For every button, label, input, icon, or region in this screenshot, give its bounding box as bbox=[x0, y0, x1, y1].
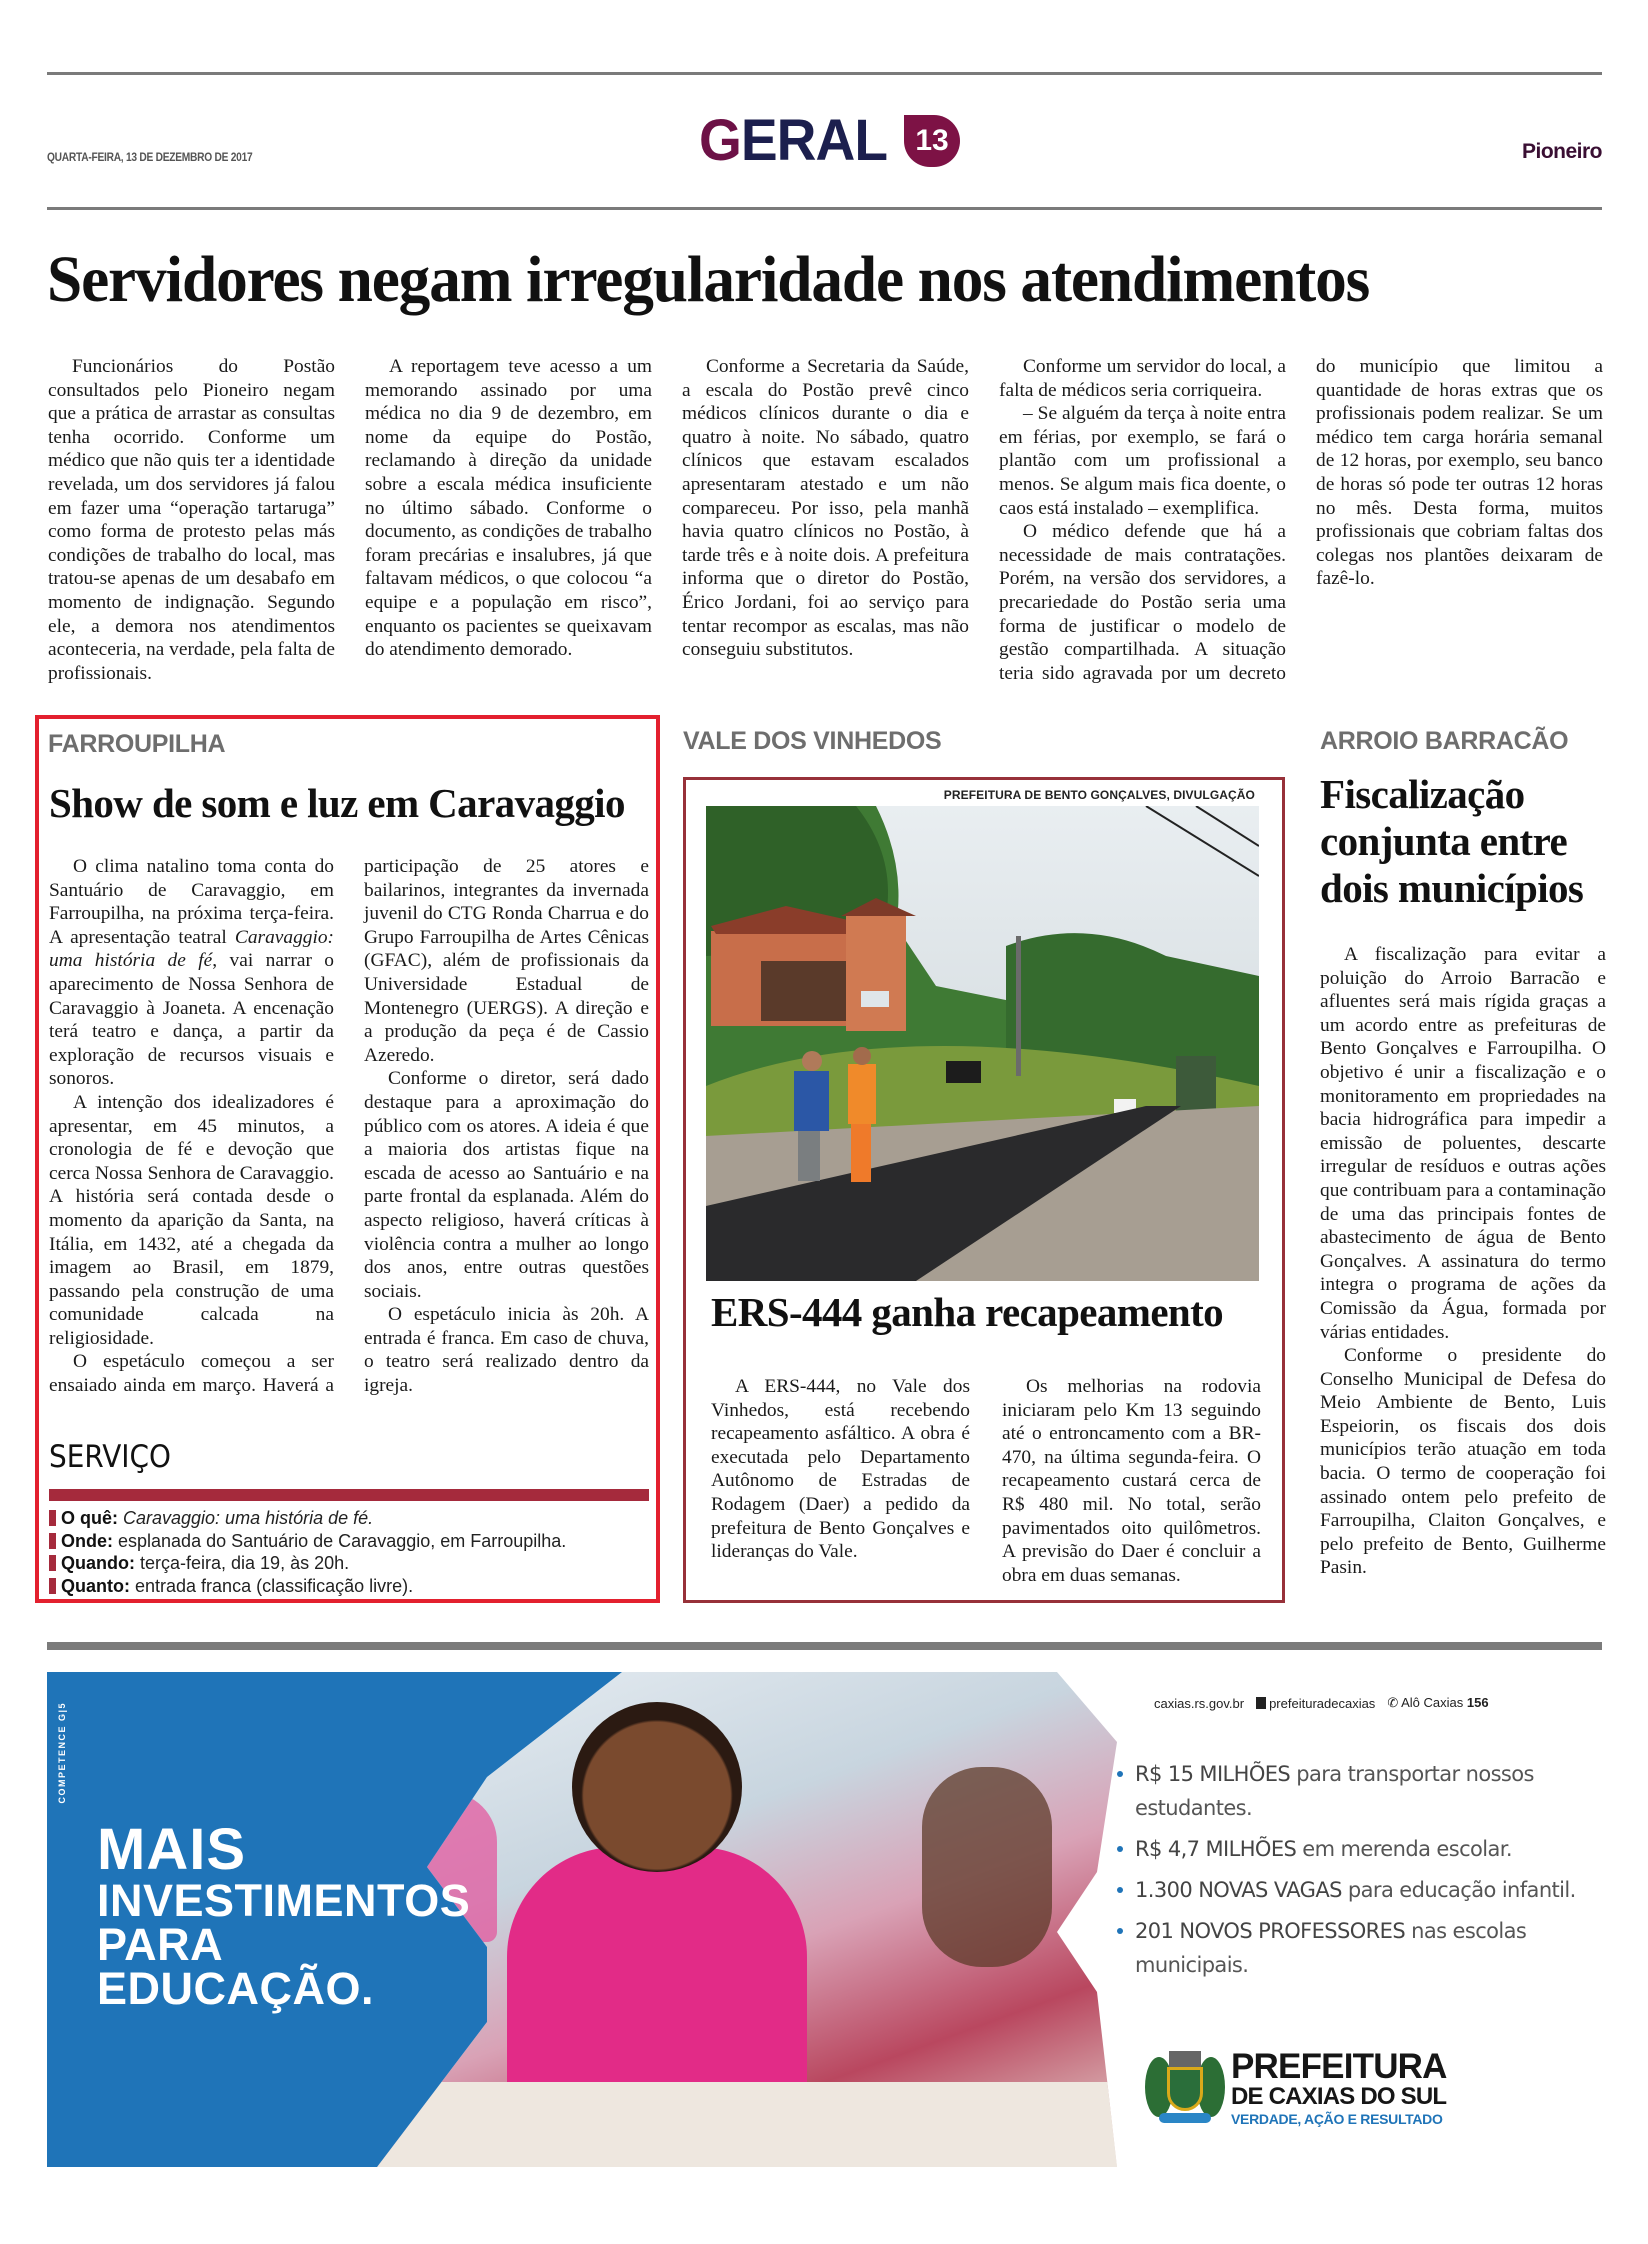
paragraph: – Se alguém da terça à noite entra em férias, por exemplo, se fará o plantão com um profissional a menos. Se algum mais fica doente, o caos está instalado – exemplifica. bbox=[999, 403, 1286, 519]
paragraph: O espetáculo inicia às 20h. A entrada é franca. Em caso de chuva, o teatro será realizado dentro da igreja. bbox=[364, 1304, 649, 1397]
photo-credit: PREFEITURA DE BENTO GONÇALVES, DIVULGAÇÃO bbox=[943, 788, 1255, 802]
phone-icon: ✆ bbox=[1387, 1695, 1399, 1710]
top-rule bbox=[47, 72, 1602, 75]
story-headline: Show de som e luz em Caravaggio bbox=[49, 780, 625, 826]
kicker: FARROUPILHA bbox=[48, 730, 226, 758]
bullet-square-icon bbox=[49, 1555, 56, 1571]
header-bottom-rule bbox=[47, 207, 1602, 210]
ad-separator-rule bbox=[47, 1642, 1602, 1650]
ad-bullet: 1.300 NOVAS VAGAS para educação infantil. bbox=[1117, 1873, 1602, 1907]
paragraph: A fiscalização para evitar a poluição do Arroio Barracão e afluentes será mais rígida graças a um acordo entre as prefeituras de Bento Gonçalves e Farroupilha. O objetivo é unir a fiscalização e o monitoramento em propriedades na bacia hidrográfica para impedir a emissão de poluentes, descarte irregular de resíduos e outras ações que contribuam para a contaminação de uma das principais fontes de abastecimento de água de Bento Gonçalves. A assinatura do termo integra o programa de ações da Comissão da Água, formada por várias entidades. bbox=[1320, 944, 1606, 1343]
desk bbox=[377, 2082, 1117, 2167]
main-story-body bbox=[48, 355, 1603, 690]
ad-bullet: 201 NOVOS PROFESSORES nas escolas municipais. bbox=[1117, 1914, 1602, 1982]
paragraph: O espetáculo começou a ser ensaiado ainda em março. Haverá a participação de 25 atores e bailarinos, integrantes da invernada juvenil do CTG Ronda Charrua e do Grupo Farroupilha de Artes Cênicas (GFAC), além de profissionais da Universidade Estadual de Montenegro (UERGS). A direção e a produção da peça é de Cassio Azeredo. bbox=[49, 856, 649, 1397]
bullet-square-icon bbox=[49, 1533, 56, 1549]
ad-title: MAIS INVESTIMENTOS PARA EDUCAÇÃO. bbox=[97, 1817, 471, 2015]
ad-bullet-list bbox=[1117, 1757, 1602, 1989]
edition-date: QUARTA-FEIRA, 13 DE DEZEMBRO DE 2017 bbox=[47, 150, 253, 164]
paragraph: O clima natalino toma conta do Santuário de Caravaggio, em Farroupilha, na próxima terça-feira. A apresentação teatral Caravaggio: uma história de fé, vai narrar o aparecimento de Nossa Senhora de Caravaggio à Joaneta. A encenação terá teatro e dança, a partir da exploração de recursos visuais e sonoros. bbox=[49, 856, 335, 1090]
bullet-square-icon bbox=[49, 1578, 56, 1594]
prefeitura-advertisement[interactable] bbox=[47, 1672, 1602, 2167]
paragraph: Conforme o diretor, será dado destaque para a aproximação do público com os atores. A ideia é que a maioria dos artistas fique na escada de acesso ao Santuário e na parte frontal da esplanada. Além do aspecto religioso, haverá críticas à violência contra a mulher ao longo dos anos, entre outras questões sociais. bbox=[364, 1068, 649, 1302]
ad-bullet: R$ 15 MILHÕES para transportar nossos estudantes. bbox=[1117, 1757, 1602, 1825]
road-photo-illustration bbox=[706, 806, 1259, 1281]
phone-contact[interactable]: ✆ Alô Caxias 156 bbox=[1387, 1695, 1489, 1710]
servico-title: SERVIÇO bbox=[49, 1439, 171, 1475]
social-handle[interactable]: prefeituradecaxias bbox=[1256, 1696, 1375, 1711]
agency-credit: COMPETENCE G|5 bbox=[57, 1702, 67, 1804]
servico-item: Quando: terça-feira, dia 19, às 20h. bbox=[49, 1552, 654, 1575]
paragraph: A intenção dos idealizadores é apresentar, em 45 minutos, a cronologia de fé e devoção que cerca Nossa Senhora de Caravaggio. A história será contada desde o momento da aparição da Santa, na Itália, em 1432, até a chegada da imagem ao Brasil, em 1879, passando pela construção de uma comunidade calcada na religiosidade. bbox=[49, 1091, 334, 1349]
story-body bbox=[49, 855, 649, 1400]
paragraph: A reportagem teve acesso a um memorando assinado por uma médica no dia 9 de dezembro, em nome da equipe do Postão, reclamando à direção da unidade sobre a escala médica insuficiente no último sábado. Conforme o documento, as condições de trabalho foram precárias e insalubres, já que faltavam médicos, o que colocou “a equipe e a população em risco”, enquanto os pacientes se queixavam do atendimento demorado. bbox=[365, 356, 652, 661]
servico-item: Onde: esplanada do Santuário de Caravaggio, em Farroupilha. bbox=[49, 1530, 654, 1553]
paragraph: Os melhorias na rodovia iniciaram pelo Km 13 seguindo até o entroncamento com a BR-470, na última segunda-feira. O recapeamento custará cerca de R$ 480 mil. No total, serão pavimentados oito quilômetros. A previsão do Daer é concluir a obra em duas semanas. bbox=[1002, 1376, 1261, 1586]
paragraph: Funcionários do Postão consultados pelo Pioneiro negam que a prática de arrastar as consultas tenha ocorrido. Conforme um médico que não quis ter a identidade revelada, um dos servidores já falou em fazer uma “operação tartaruga” como forma de protesto pelas más condições de trabalho do local, mas tratou-se apenas de um desabafo em momento de indignação. Segundo ele, a demora nos atendimentos aconteceria, na verdade, pela falta de profissionais. bbox=[48, 356, 335, 684]
paragraph: Conforme o presidente do Conselho Municipal de Defesa do Meio Ambiente de Bento, Luis Espeiorin, os fiscais dos dois municípios terão atuação em toda bacia. O termo de cooperação foi assinado ontem pelo prefeito de Farroupilha, Claiton Gonçalves, e pelo prefeito de Bento, Guilherme Pasin. bbox=[1320, 1345, 1606, 1579]
kicker: VALE DOS VINHEDOS bbox=[683, 727, 942, 755]
main-headline: Servidores negam irregularidade nos atendimentos bbox=[47, 243, 1370, 316]
ad-contacts bbox=[1154, 1695, 1489, 1711]
background-child bbox=[922, 1767, 1052, 1967]
servico-item: O quê: Caravaggio: uma história de fé. bbox=[49, 1507, 654, 1530]
paragraph: A ERS-444, no Vale dos Vinhedos, está recebendo recapeamento asfáltico. A obra é executada pelo Departamento Autônomo de Estradas de Rodagem (Daer) a pedido da prefeitura de Bento Gonçalves e lideranças do Vale. bbox=[711, 1376, 970, 1563]
website-link[interactable]: caxias.rs.gov.br bbox=[1154, 1695, 1245, 1711]
smiling-girl-face bbox=[572, 1702, 742, 1872]
story-body bbox=[1320, 943, 1606, 1580]
newspaper-brand: Pioneiro bbox=[1521, 140, 1602, 163]
page-number-badge: 13 bbox=[904, 115, 960, 167]
road-photo bbox=[706, 806, 1259, 1281]
bullet-square-icon bbox=[49, 1510, 56, 1526]
servico-item: Quanto: entrada franca (classificação livre). bbox=[49, 1575, 654, 1598]
ad-bullet: R$ 4,7 MILHÕES em merenda escolar. bbox=[1117, 1832, 1602, 1866]
vale-box bbox=[683, 777, 1285, 1603]
paragraph: Conforme um servidor do local, a falta de médicos seria corriqueira. bbox=[999, 356, 1286, 401]
servico-divider bbox=[49, 1489, 649, 1501]
section-name: GERAL bbox=[698, 108, 888, 173]
prefeitura-logo: PREFEITURA DE CAXIAS DO SUL VERDADE, AÇÃO E RESULTADO bbox=[1145, 2047, 1447, 2127]
story-body bbox=[711, 1375, 1261, 1590]
paragraph: Conforme a Secretaria da Saúde, a escala do Postão prevê cinco médicos clínicos durante o dia e quatro à noite. No sábado, quatro clínicos que estavam escalados apresentaram atestado e um não compareceu. Por isso, pela manhã havia quatro clínicos no Postão, à tarde três e à noite dois. A prefeitura informa que o diretor do Postão, Érico Jordani, foi ao serviço para tentar recompor as escalas, mas não conseguiu substitutos. bbox=[682, 356, 969, 661]
servico-list bbox=[49, 1507, 654, 1597]
farroupilha-box bbox=[35, 715, 660, 1603]
coat-of-arms-icon bbox=[1145, 2047, 1225, 2127]
section-logo bbox=[694, 108, 960, 173]
paragraph: O médico defende que há a necessidade de mais contratações. Porém, na versão dos servidores, a precariedade do Postão seria uma forma de justificar o modelo de gestão compartilhada. A situação teria sido agravada por um decreto do município que limitou a quantidade de horas extras que os profissionais podem realizar. Se um médico tem carga horária semanal de 12 horas, por exemplo, seu banco de horas só pode ter outras 12 horas no mês. Desta forma, muitos profissionais que cobriam faltas dos colegas nos plantões deixaram de fazê-lo. bbox=[999, 356, 1603, 684]
kicker: ARROIO BARRACÃO bbox=[1320, 727, 1569, 755]
story-headline: Fiscalização conjunta entre dois municípios bbox=[1320, 771, 1584, 911]
facebook-icon bbox=[1256, 1697, 1266, 1709]
story-headline: ERS-444 ganha recapeamento bbox=[711, 1289, 1224, 1335]
